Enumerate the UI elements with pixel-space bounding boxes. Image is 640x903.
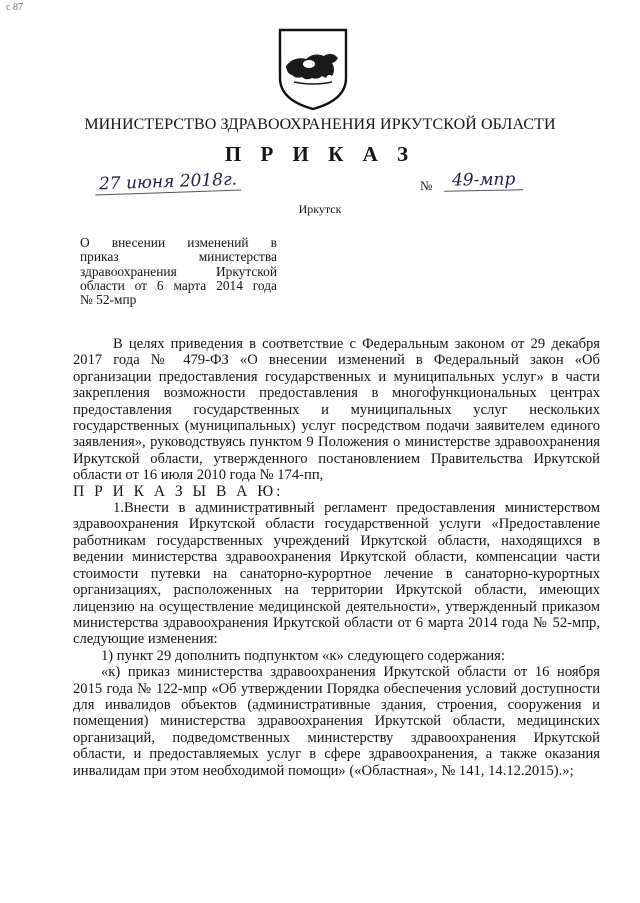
order-body (73, 336, 600, 779)
coat-of-arms-emblem (276, 26, 350, 112)
decree-heading: П Р И К А З Ы В А Ю: (73, 482, 284, 500)
subject-line: О внесении изменений в (80, 235, 277, 250)
city-name: Иркутск (298, 202, 342, 216)
order-number-handwritten: 49-мпр (444, 169, 524, 191)
amendment-item: 1) пункт 29 дополнить подпунктом «к» следующего содержания: (101, 647, 505, 664)
order-title: П Р И К А З (224, 142, 416, 166)
preamble-paragraph: В целях приведения в соответствие с Федеральным законом от 29 декабря 2017 года № 479-ФЗ «О внесении изменений в Федеральный закон «Об организации предоставления государственных и муниципальных услуг» в части закрепления возможности предоставления в многофункциональных центрах предоставления государственных и муниципальных услуг нескольких государственных (муниципальных) услуг посредством подачи заявителем единого заявления», руководствуясь пунктом 9 Положения о министерстве здравоохранения Иркутской области, утвержденного постановлением Правительства Иркутской области от 16 июля 2010 года № 174-пп, (73, 336, 600, 484)
order-date-handwritten: 27 июня 2018г. (95, 169, 242, 195)
amendment-paragraph: 1.Внести в административный регламент предоставления министерством здравоохранения Иркутской области государственной услуги «Предоставление работникам государственных учреждений Иркутской области, находящихся в ведении министерства здравоохранения Иркутской области, компенсации части стоимости путевки на санаторно-курортное лечение в санаторно-курортных организациях, расположенных на территории Иркутской области, имеющих лицензию на осуществление медицинской деятельности», утвержденный приказом министерства здравоохранения Иркутской области от 6 марта 2014 года № 52-мпр, следующие изменения: (73, 500, 600, 648)
subject-line: № 52-мпр (80, 292, 137, 308)
amendment-text: «к) приказ министерства здравоохранения Иркутской области от 16 ноября 2015 года № 122-мпр «Об утверждении Порядка обеспечения условий доступности для инвалидов объектов (административные здания, строения, сооружения и помещения) министерства здравоохранения Иркутской области, медицинских организаций, подведомственных министерству здравоохранения Иркутской области, и предоставляемых услуг в сфере здравоохранения, а также оказания инвалидам при этом необходимой помощи» («Областная», № 141, 14.12.2015).»; (73, 664, 600, 779)
subject-line: здравоохранения Иркутской (80, 263, 277, 279)
subject-line: приказ министерства (80, 249, 277, 265)
order-number-label: № (420, 178, 433, 193)
order-subject (80, 236, 277, 307)
subject-line: области от 6 марта 2014 года (80, 277, 277, 293)
margin-note: с 87 (6, 2, 23, 13)
ministry-name: МИНИСТЕРСТВО ЗДРАВООХРАНЕНИЯ ИРКУТСКОЙ ОБЛАСТИ (84, 116, 556, 133)
